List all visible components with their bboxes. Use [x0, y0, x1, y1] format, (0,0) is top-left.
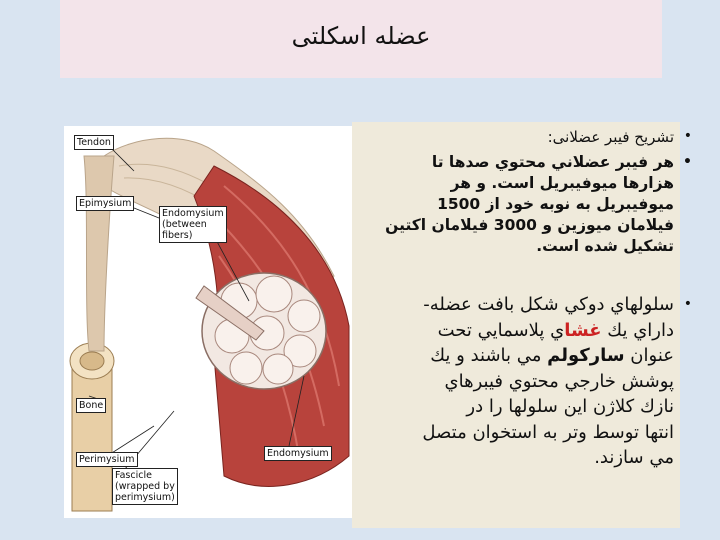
bullet-text-part: مي باشند و يك پوشش خارجي محتوي فيبرهاي نازك كلاژن اين سلولها را در انتها توسط وتر به استخوان متصل مي سازند. [422, 345, 674, 468]
label-bone: Bone [76, 398, 106, 413]
label-endomysium: Endomysium [264, 446, 332, 461]
title-box [60, 0, 662, 78]
bullet-item [362, 128, 692, 146]
bone-shape [72, 361, 112, 511]
bullet-text: تشریح فیبر عضلانی: [547, 128, 674, 146]
bullet-text-part: سلولهاي دوكي شكل بافت عضله- داراي يك [423, 294, 674, 341]
highlight-sarcolemma: ساركولم [547, 345, 625, 366]
label-tendon: Tendon [74, 135, 114, 150]
slide-title: عضله اسکلتی [291, 22, 431, 50]
bullet-item [362, 152, 692, 257]
bullet-text [362, 292, 680, 471]
bullet-text: هر فيبر عضلاني محتوي صدها تا هزارها ميوفيبريل است. و هر ميوفيبريل به نوبه خود از 1500 فيلامان ميوزين و 3000 فيلامان اكتين تشكيل شده است. [385, 153, 674, 255]
label-epimysium: Epimysium [76, 196, 134, 211]
bullet-icon: • [683, 128, 692, 144]
bullet-icon: • [683, 296, 692, 312]
bullet-text-part: ي پلاسمايي تحت عنوان [437, 319, 674, 366]
muscle-anatomy-figure [64, 126, 354, 518]
label-perimysium: Perimysium [76, 452, 138, 467]
content-panel [352, 122, 692, 528]
label-fascicle: Fascicle (wrapped by perimysium) [112, 468, 178, 505]
bullet-icon: • [683, 154, 692, 170]
bullet-item [362, 292, 692, 471]
label-endomysium-between: Endomysium (between fibers) [159, 206, 227, 243]
highlight-membrane: غشا [564, 319, 602, 341]
